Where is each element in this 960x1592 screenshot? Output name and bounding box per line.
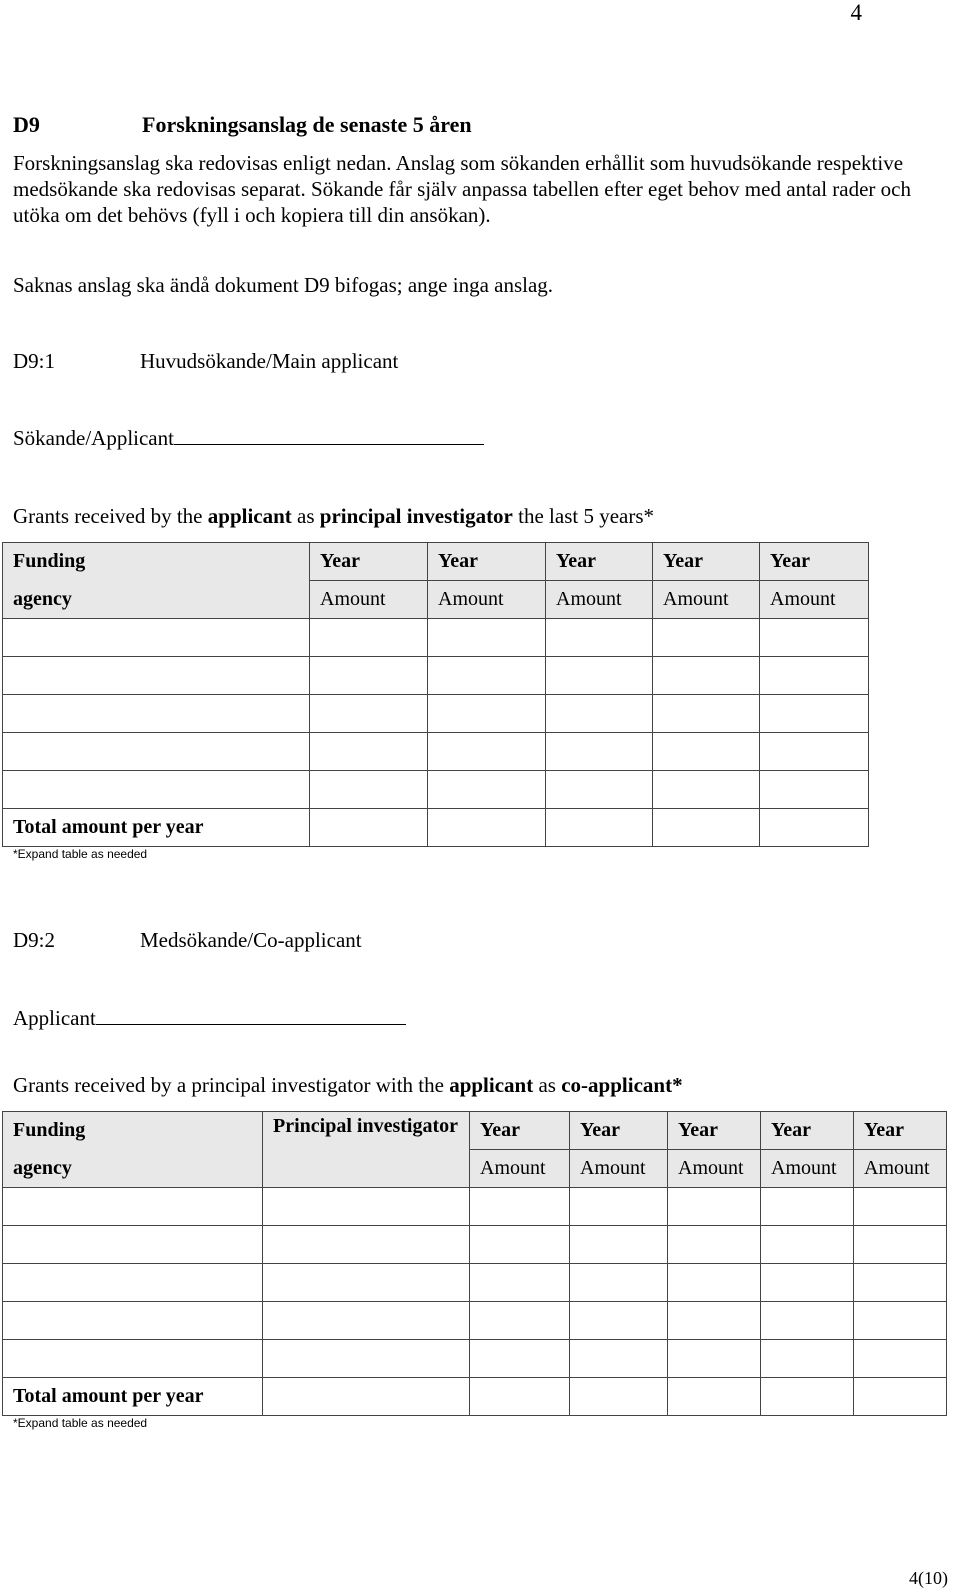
table-cell[interactable] (668, 1264, 761, 1302)
amount-header: Amount (546, 581, 653, 619)
page-number: 4 (850, 0, 862, 25)
table-cell[interactable] (263, 1188, 470, 1226)
year-header: Year (428, 543, 546, 581)
section-title: Forskningsanslag de senaste 5 åren (142, 112, 472, 137)
year-header: Year (546, 543, 653, 581)
year-header: Year (760, 543, 869, 581)
year-header: Year (761, 1112, 854, 1150)
amount-header: Amount (310, 581, 428, 619)
part2-expand-note: *Expand table as needed (13, 1416, 148, 1430)
table-cell[interactable] (570, 1226, 668, 1264)
table-cell[interactable] (3, 1226, 263, 1264)
total-label: Total amount per year (3, 809, 310, 847)
table-cell[interactable] (263, 1340, 470, 1378)
total-cell[interactable] (653, 809, 760, 847)
table-cell[interactable] (3, 657, 310, 695)
year-header: Year (310, 543, 428, 581)
table-cell[interactable] (761, 1226, 854, 1264)
year-header: Year (653, 543, 760, 581)
amount-header: Amount (653, 581, 760, 619)
table-row (3, 1302, 947, 1340)
part1-applicant-blank[interactable] (174, 426, 484, 445)
table-cell[interactable] (3, 733, 310, 771)
table-cell[interactable] (761, 1264, 854, 1302)
table-cell[interactable] (428, 695, 546, 733)
table-cell[interactable] (470, 1226, 570, 1264)
table-cell[interactable] (570, 1340, 668, 1378)
table-row (3, 1264, 947, 1302)
year-header: Year (470, 1112, 570, 1150)
table-row (3, 1340, 947, 1378)
amount-header: Amount (570, 1150, 668, 1188)
table-cell[interactable] (854, 1340, 947, 1378)
table-cell[interactable] (428, 657, 546, 695)
table-cell[interactable] (470, 1188, 570, 1226)
table-cell[interactable] (3, 695, 310, 733)
table-cell[interactable] (854, 1302, 947, 1340)
table-cell[interactable] (470, 1302, 570, 1340)
table-cell[interactable] (3, 619, 310, 657)
amount-header: Amount (761, 1150, 854, 1188)
pi-header: Principal investigator (263, 1112, 470, 1188)
total-cell[interactable] (470, 1378, 570, 1416)
table-cell[interactable] (760, 771, 869, 809)
part1-title: Huvudsökande/Main applicant (140, 349, 399, 373)
table-row (3, 657, 869, 695)
caption-text: Grants received by a principal investigator with the (13, 1073, 450, 1097)
table-cell[interactable] (653, 619, 760, 657)
table-cell[interactable] (3, 1188, 263, 1226)
table-header-row (3, 1112, 947, 1150)
amount-header: Amount (854, 1150, 947, 1188)
table-cell[interactable] (310, 657, 428, 695)
amount-header: Amount (760, 581, 869, 619)
table-cell[interactable] (546, 733, 653, 771)
table-cell[interactable] (3, 771, 310, 809)
table-cell[interactable] (761, 1302, 854, 1340)
table-cell[interactable] (428, 733, 546, 771)
total-cell[interactable] (854, 1378, 947, 1416)
table-cell[interactable] (854, 1226, 947, 1264)
table-cell[interactable] (428, 771, 546, 809)
table-cell[interactable] (310, 733, 428, 771)
part1-code: D9:1 (13, 349, 55, 373)
part2-applicant-blank[interactable] (96, 1006, 406, 1025)
total-row (3, 809, 869, 847)
caption-bold-applicant: applicant (207, 504, 292, 528)
table-header-row (3, 543, 869, 581)
table-cell[interactable] (263, 1264, 470, 1302)
table-header-row (3, 1150, 947, 1188)
table-cell[interactable] (3, 1340, 263, 1378)
total-row (3, 1378, 947, 1416)
part2-applicant-label: Applicant (13, 1006, 96, 1030)
part1-applicant-field[interactable] (13, 426, 484, 451)
funding-header: Funding (3, 1112, 263, 1150)
year-header: Year (570, 1112, 668, 1150)
table-cell[interactable] (760, 695, 869, 733)
total-cell[interactable] (263, 1378, 470, 1416)
table-cell[interactable] (653, 733, 760, 771)
total-cell[interactable] (546, 809, 653, 847)
table-cell[interactable] (570, 1188, 668, 1226)
table-cell[interactable] (263, 1226, 470, 1264)
caption-text: Grants received by the (13, 504, 208, 528)
part1-expand-note: *Expand table as needed (13, 847, 148, 861)
caption-bold-role: principal investigator (319, 504, 513, 528)
year-header: Year (668, 1112, 761, 1150)
table-row (3, 771, 869, 809)
table-row (3, 695, 869, 733)
section-code: D9 (13, 112, 40, 137)
part2-applicant-field[interactable] (13, 1006, 406, 1031)
funding-header: agency (3, 1150, 263, 1188)
table-cell[interactable] (760, 619, 869, 657)
part1-table-caption (13, 504, 654, 529)
total-cell[interactable] (310, 809, 428, 847)
table-cell[interactable] (854, 1264, 947, 1302)
amount-header: Amount (428, 581, 546, 619)
part1-applicant-label: Sökande/Applicant (13, 426, 174, 450)
table-cell[interactable] (546, 619, 653, 657)
table-cell[interactable] (263, 1302, 470, 1340)
table-cell[interactable] (570, 1264, 668, 1302)
funding-header: Funding (3, 543, 310, 581)
part2-code: D9:2 (13, 928, 55, 952)
total-cell[interactable] (760, 809, 869, 847)
table-cell[interactable] (3, 1302, 263, 1340)
table-cell[interactable] (761, 1188, 854, 1226)
table-cell[interactable] (546, 695, 653, 733)
table-row (3, 1226, 947, 1264)
amount-header: Amount (668, 1150, 761, 1188)
table-cell[interactable] (761, 1340, 854, 1378)
table-row (3, 619, 869, 657)
table-cell[interactable] (653, 657, 760, 695)
table-cell[interactable] (760, 733, 869, 771)
part2-title: Medsökande/Co-applicant (140, 928, 362, 952)
caption-text: as (533, 1073, 562, 1097)
table-cell[interactable] (428, 619, 546, 657)
instructions-note: Saknas anslag ska ändå dokument D9 bifogas; ange inga anslag. (13, 273, 554, 297)
part1-grants-table (2, 542, 869, 847)
table-cell[interactable] (653, 771, 760, 809)
table-row (3, 733, 869, 771)
part2-grants-table (2, 1111, 947, 1416)
table-cell[interactable] (310, 695, 428, 733)
caption-text: the last 5 years* (512, 504, 655, 528)
table-header-row (3, 581, 869, 619)
total-cell[interactable] (428, 809, 546, 847)
table-cell[interactable] (653, 695, 760, 733)
table-cell[interactable] (470, 1340, 570, 1378)
part2-table-caption (13, 1073, 683, 1098)
total-cell[interactable] (668, 1378, 761, 1416)
total-cell[interactable] (761, 1378, 854, 1416)
year-header: Year (854, 1112, 947, 1150)
table-cell[interactable] (546, 771, 653, 809)
caption-bold-role: co-applicant* (561, 1073, 683, 1097)
table-row (3, 1188, 947, 1226)
table-cell[interactable] (470, 1264, 570, 1302)
page-footer-number: 4(10) (909, 1568, 948, 1588)
instructions-paragraph: Forskningsanslag ska redovisas enligt nedan. Anslag som sökanden erhållit som huvudsökande respektive medsökande ska redovisas separat. Sökande får själv anpassa tabellen efter eget behov med antal rader och utöka om det behövs (fyll i och kopiera till din ansökan). (13, 151, 911, 227)
table-cell[interactable] (668, 1188, 761, 1226)
caption-text: as (291, 504, 320, 528)
table-cell[interactable] (854, 1188, 947, 1226)
table-cell[interactable] (668, 1340, 761, 1378)
total-label: Total amount per year (3, 1378, 263, 1416)
table-cell[interactable] (760, 657, 869, 695)
amount-header: Amount (470, 1150, 570, 1188)
funding-header: agency (3, 581, 310, 619)
table-cell[interactable] (310, 771, 428, 809)
caption-bold-applicant: applicant (449, 1073, 534, 1097)
table-cell[interactable] (310, 619, 428, 657)
table-cell[interactable] (570, 1302, 668, 1340)
table-cell[interactable] (3, 1264, 263, 1302)
table-cell[interactable] (668, 1226, 761, 1264)
total-cell[interactable] (570, 1378, 668, 1416)
table-cell[interactable] (668, 1302, 761, 1340)
table-cell[interactable] (546, 657, 653, 695)
